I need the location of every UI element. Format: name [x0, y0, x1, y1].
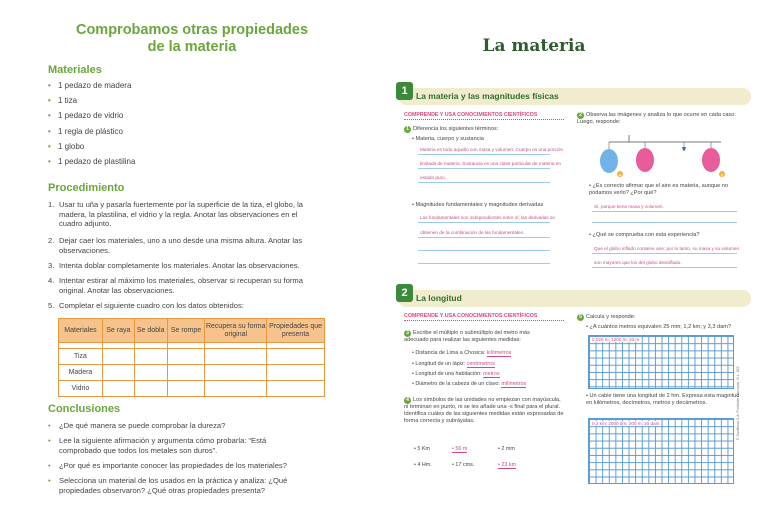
answer-text: Materia es todo aquello con masa y volumen. Cuerpo es una porción: [420, 147, 564, 152]
measure-option-underlined: • 56 m: [452, 446, 468, 452]
measure-item: • Distancia de Lima a Chosica: kilómetros: [412, 350, 512, 356]
measure-option: • 5 Km: [414, 446, 430, 452]
measure-option: • 4 Hm.: [414, 462, 432, 468]
pink-balloon-icon: [636, 148, 654, 172]
table-header-row: [59, 319, 325, 343]
answer-grid: [588, 418, 734, 484]
question-4: 4 Los símbolos de las unidades no empiezan con mayúscula, ni terminan en punto, ni se les añade una -s final para el plural. Identifica cuáles de las siguientes medidas están expresadas de forma correcta y subráyalas.: [404, 397, 564, 424]
measure-option: • 2 mm: [498, 446, 515, 452]
question-item: • ¿Qué se comprueba con esta experiencia?: [589, 232, 700, 238]
answer-line: [592, 267, 737, 268]
answer-line: [592, 222, 737, 223]
answer-line: [418, 237, 550, 238]
conclusions-title: Conclusiones: [48, 403, 121, 415]
answer-text: Las fundamentales son independientes entre sí; las derivadas se: [420, 215, 555, 220]
observations-table: [58, 318, 325, 397]
table-row: [59, 349, 325, 365]
table-header: Materiales: [59, 319, 103, 343]
table-cell-material: Vidrio: [59, 381, 103, 397]
question-item: • Materia, cuerpo y sustancia: [412, 136, 484, 142]
measure-item: • Diámetro de la cabeza de un clavo: milímetros: [412, 381, 527, 387]
answer-line: [592, 211, 737, 212]
table-header: Se dobla: [134, 319, 167, 343]
label-a: a: [618, 171, 622, 177]
section-number-badge: 2: [396, 284, 413, 302]
page-title: La materia: [482, 36, 586, 56]
answer-line: [418, 222, 550, 223]
question-3: 3 Escribe el múltiplo o submúltiplo del metro más adecuado para realizar las siguientes medidas:: [404, 330, 530, 343]
label-b: b: [720, 171, 724, 177]
question-item: • Un cable tiene una longitud de 2 hm. Expresa esta magnitud en kilómetros, decímetros, metros y decámetros.: [586, 393, 740, 406]
question-item: • ¿Es correcto afirmar que el aire es materia, aunque no podamos verlo? ¿Por qué?: [589, 183, 729, 196]
measure-option-underlined: • 23 km: [498, 462, 517, 468]
question-item: • Magnitudes fundamentales y magnitudes derivadas: [412, 202, 544, 208]
competence-label: COMPRENDE Y USA CONOCIMIENTOS CIENTÍFICOS: [404, 313, 564, 321]
answer-text: estado puro.: [420, 175, 447, 180]
page-heading-line2: de la materia: [147, 39, 237, 55]
question-item: • ¿A cuántos metros equivalen 25 mm; 1,2 km; y 3,3 dam?: [586, 324, 731, 330]
materials-title: Materiales: [48, 64, 102, 76]
table-row: [59, 381, 325, 397]
inflated-balloon-icon: [702, 148, 720, 172]
answer-text: Sí, porque tiene masa y volumen.: [594, 204, 664, 209]
copyright-notice: © Santillana S.A. Prohibido fotocopiar. D.L. 822: [736, 366, 740, 440]
measure-option: • 17 cms.: [452, 462, 475, 468]
measure-item: • Longitud de una habitación: metros: [412, 371, 500, 377]
page-heading-line1: Comprobamos otras propiedades: [75, 22, 309, 38]
answer-line: [418, 168, 550, 169]
table-header: Propiedades que presenta: [267, 319, 325, 343]
table-header: Se raya: [102, 319, 134, 343]
answer-text: Que el globo inflado contiene aire; por lo tanto, su masa y su volumen: [594, 246, 740, 251]
right-page: [384, 0, 768, 507]
answer-text: 0,2 km; 2000 dm; 200 m; 20 dam: [592, 421, 660, 426]
table-cell-material: Madera: [59, 365, 103, 381]
answer-text: 0,025 m; 1200 m; 33 m: [592, 337, 640, 342]
answer-text: obtienen de la combinación de las fundamentales.: [420, 230, 525, 235]
answer-line: [418, 263, 550, 264]
table-row: [59, 365, 325, 381]
question-2: 2 Observa las imágenes y analiza lo que ocurre en cada caso. Luego, responde:: [577, 112, 736, 125]
answer-line: [418, 250, 550, 251]
section-title: La longitud: [416, 293, 462, 303]
answer-text: limitada de materia. Sustancia es una clase particular de materia en: [420, 161, 561, 166]
answer-line: [592, 253, 737, 254]
answer-text: son mayores que los del globo desinflado.: [594, 260, 682, 265]
answer-line: [418, 154, 550, 155]
measure-item: • Longitud de un lápiz: centímetros: [412, 361, 495, 367]
section-title: La materia y las magnitudes físicas: [416, 91, 559, 101]
balloon-experiment-illustration: [589, 133, 729, 183]
blue-balloon-icon: [600, 149, 618, 173]
table-header: Recupera su forma original: [205, 319, 267, 343]
answer-line: [418, 182, 550, 183]
table-header: Se rompe: [167, 319, 205, 343]
section-number-badge: 1: [396, 82, 413, 100]
deflated-balloon-icon: [682, 147, 686, 151]
question-1: 1 Diferencia los siguientes términos:: [404, 126, 569, 133]
question-5: 5 Calcula y responde:: [577, 314, 737, 321]
competence-label: COMPRENDE Y USA CONOCIMIENTOS CIENTÍFICOS: [404, 112, 564, 120]
answer-grid: [588, 335, 734, 389]
left-page: Comprobamos otras propiedades de la materia Materiales • 1 pedazo de madera • 1 tiza • 1 pedazo de vidrio • 1 regla de plástico • 1 globo • 1 pedazo de plastilina Procedimiento 1. Usar tu uña y pasarla fuertemente por la superficie de la tiza, el globo, la madera, la plastilina, el vidrio y la regla. Anotar las observaciones en el cuadro adjunto. 2. Dejar caer los materiales, uno a uno desde una misma altura. Anotar las observaciones. 3. Intenta doblar completamente los materiales. Anotar las observaciones. 4. Intentar estirar al máximo los materiales, observar si recuperan su forma original. Anotar las observaciones. 5. Completar el siguiente cuadro con los datos obtenidos: Materiales Se raya Se dobla Se rompe Recupera su forma original Propiedades que presenta Tiza Madera Vidrio Conclusiones • ¿De qué manera se puede comprobar la dureza? • Lee la siguiente afirmación y argumenta cómo probarla: “Está comprobado que todos los metales son duros”. • ¿Por qué es importante conocer las propiedades de los materiales? • Selecciona un material de los usados en la práctica y analiza: ¿Qué propiedades observaron? ¿Qué otras propiedades presenta?: [0, 0, 384, 507]
procedure-title: Procedimiento: [48, 182, 125, 194]
table-cell-material: Tiza: [59, 349, 103, 365]
